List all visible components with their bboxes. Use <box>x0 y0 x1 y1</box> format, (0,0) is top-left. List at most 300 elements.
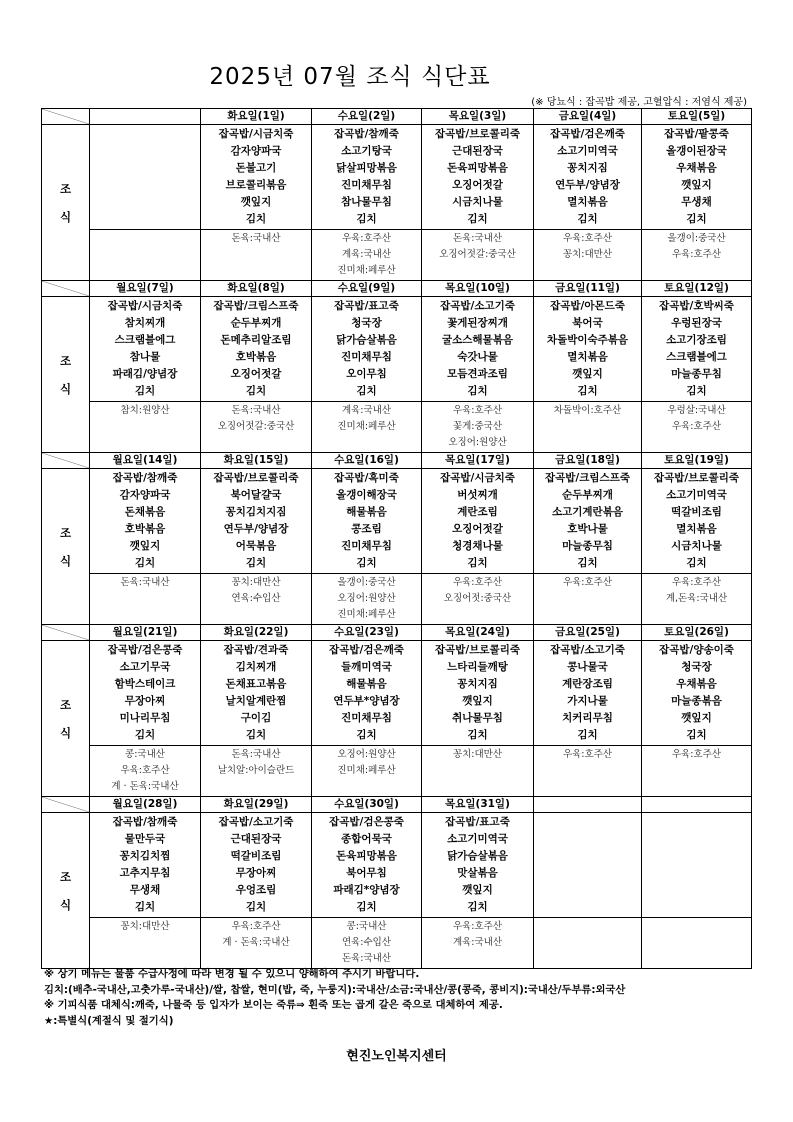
menu-item: 소고기미역국 <box>447 832 508 845</box>
day-header: 금요일(25일) <box>534 625 642 641</box>
origin-item: 돈육:국내산 <box>231 749 281 760</box>
menu-item: 오징어젓갈 <box>452 178 503 191</box>
menu-item: 잡곡밥/시금치죽 <box>218 128 294 140</box>
note-special: ★:특별식(계절식 및 절기식) <box>44 1014 174 1027</box>
menu-cell <box>642 641 752 746</box>
corner-cell <box>42 625 90 641</box>
day-header: 수요일(23일) <box>312 625 422 641</box>
menu-item: 김치 <box>686 384 707 397</box>
menu-item: 소고기무국 <box>119 660 171 673</box>
menu-item: 연두부/양념장 <box>555 178 620 191</box>
origin-row <box>42 574 752 625</box>
menu-item: 꽃게된장찌개 <box>447 316 508 329</box>
origin-cell <box>422 402 534 453</box>
menu-item: 김치 <box>134 728 156 741</box>
diagonal-line <box>42 625 89 640</box>
origin-item: 콩:국내산 <box>346 921 387 932</box>
menu-cell <box>534 469 642 574</box>
menu-item: 소고기미역국 <box>666 488 727 501</box>
menu-item: 김치 <box>467 384 488 397</box>
menu-item: 김치 <box>245 212 267 225</box>
menu-item: 돈채표고볶음 <box>225 677 287 690</box>
menu-cell <box>642 813 752 918</box>
menu-item: 떡갈비조림 <box>671 505 722 518</box>
origin-item: 우육:호주산 <box>341 233 392 244</box>
menu-item: 북어무침 <box>346 866 387 879</box>
menu-item: 돈육피망볶음 <box>336 849 397 862</box>
menu-item: 김치 <box>467 900 488 913</box>
menu-item: 가지나물 <box>567 694 608 707</box>
origin-cell <box>90 230 201 281</box>
menu-item: 잡곡밥/브로콜리죽 <box>435 644 520 656</box>
menu-item: 북어국 <box>572 316 603 329</box>
origin-cell <box>90 574 201 625</box>
menu-cell <box>534 125 642 230</box>
menu-item: 깻잎지 <box>681 711 712 724</box>
origin-item: 꽃게:중국산 <box>452 421 503 432</box>
menu-item: 잡곡밥/검은깨죽 <box>329 644 404 656</box>
origin-item: 돈육:국내산 <box>231 233 281 244</box>
origin-item: 진미채:페루산 <box>337 421 396 432</box>
origin-cell <box>642 746 752 797</box>
origin-cell <box>312 574 422 625</box>
origin-item: 우육:호주산 <box>562 577 613 588</box>
meal-label <box>42 641 90 797</box>
menu-item: 잡곡밥/크림스프죽 <box>545 472 630 484</box>
origin-cell <box>642 230 752 281</box>
meal-label-char: 식 <box>59 210 72 224</box>
day-header: 월요일(7일) <box>90 281 201 297</box>
menu-item: 감자양파국 <box>230 144 282 157</box>
menu-item: 진미채무침 <box>341 539 392 552</box>
menu-item: 올갱이해장국 <box>336 488 397 501</box>
menu-cell <box>201 641 312 746</box>
menu-cell <box>534 641 642 746</box>
menu-item: 김치 <box>467 728 488 741</box>
menu-item: 잡곡밥/검은깨죽 <box>550 128 625 140</box>
menu-item: 호박나물 <box>567 522 608 535</box>
menu-item: 오징어젓갈 <box>452 522 503 535</box>
menu-item: 잡곡밥/소고기죽 <box>550 644 625 656</box>
menu-item: 김치 <box>134 556 156 569</box>
menu-item: 오징어젓갈 <box>230 367 282 380</box>
origin-cell <box>312 402 422 453</box>
menu-item: 김치 <box>467 556 488 569</box>
menu-item: 잡곡밥/흑미죽 <box>334 472 399 484</box>
menu-item: 맛살볶음 <box>457 866 498 879</box>
menu-cell <box>201 469 312 574</box>
meal-label-char: 조 <box>59 182 72 196</box>
menu-item: 소고기계란볶음 <box>551 505 623 518</box>
menu-item: 김치 <box>356 384 377 397</box>
origin-item: 우육:호주산 <box>671 749 722 760</box>
menu-cell <box>201 125 312 230</box>
menu-item: 김치 <box>356 212 377 225</box>
meal-label <box>42 469 90 625</box>
menu-item: 닭가슴살볶음 <box>336 333 397 346</box>
menu-item: 잡곡밥/참깨죽 <box>334 128 399 140</box>
day-header: 토요일(26일) <box>642 625 752 641</box>
menu-item: 김치 <box>245 900 267 913</box>
menu-item: 잡곡밥/브로콜리죽 <box>654 472 739 484</box>
meal-label-char: 조 <box>59 526 72 540</box>
day-header: 월요일(21일) <box>90 625 201 641</box>
menu-item: 잡곡밥/견과죽 <box>223 644 289 656</box>
menu-item: 깻잎지 <box>572 367 603 380</box>
menu-item: 올갱이된장국 <box>666 144 727 157</box>
menu-item: 느타리들깨탕 <box>447 660 508 673</box>
origin-cell <box>90 746 201 797</box>
origin-item: 연육:수입산 <box>231 593 281 604</box>
notes <box>44 967 752 1029</box>
menu-cell <box>312 469 422 574</box>
menu-item: 김치 <box>467 212 488 225</box>
menu-item: 김치 <box>356 728 377 741</box>
origin-row <box>42 402 752 453</box>
menu-item: 버섯찌개 <box>457 488 498 501</box>
menu-item: 청국장 <box>351 316 382 329</box>
day-header <box>642 797 752 813</box>
origin-cell <box>201 746 312 797</box>
menu-item: 잡곡밥/브로콜리죽 <box>213 472 299 484</box>
corner-cell <box>42 797 90 813</box>
origin-cell <box>312 746 422 797</box>
page-title: 2025년 07월 조식 식단표 <box>209 64 491 90</box>
menu-item: 종합어묵국 <box>341 832 392 845</box>
menu-item: 브로콜리볶음 <box>225 178 287 191</box>
menu-item: 잡곡밥/브로콜리죽 <box>435 128 520 140</box>
menu-item: 구이김 <box>240 711 272 724</box>
day-header: 금요일(4일) <box>534 109 642 125</box>
origin-item: 우육:호주산 <box>452 577 503 588</box>
origin-cell <box>642 574 752 625</box>
week-header-row <box>42 281 752 297</box>
menu-item: 김치찌개 <box>235 660 277 673</box>
menu-item: 꽁치김치찜 <box>119 849 171 862</box>
week-header-row <box>42 453 752 469</box>
menu-item: 깻잎지 <box>240 195 272 208</box>
origin-item: 우육:호주산 <box>452 921 503 932</box>
menu-row <box>42 469 752 574</box>
menu-item: 잡곡밥/호박씨죽 <box>659 300 734 312</box>
menu-cell <box>312 297 422 402</box>
origin-item: 꽁치:대만산 <box>120 921 170 932</box>
menu-cell <box>201 813 312 918</box>
menu-row <box>42 125 752 230</box>
origin-item: 날치알:아이슬란드 <box>217 765 295 776</box>
menu-item: 스크램블에그 <box>666 350 727 363</box>
menu-item: 시금치나물 <box>671 539 722 552</box>
day-header: 화요일(8일) <box>201 281 312 297</box>
origin-cell <box>90 402 201 453</box>
diagonal-line <box>42 281 89 296</box>
origin-item: 진미채:페루산 <box>337 765 396 776</box>
day-header: 월요일(14일) <box>90 453 201 469</box>
menu-item: 잡곡밥/검은콩죽 <box>107 644 183 656</box>
menu-item: 참나물무침 <box>341 195 392 208</box>
origin-item: 계,돈육:국내산 <box>665 593 728 604</box>
origin-cell <box>534 918 642 969</box>
menu-cell <box>534 813 642 918</box>
menu-item: 북어달걀국 <box>230 488 282 501</box>
week-header-row <box>42 109 752 125</box>
menu-cell <box>90 297 201 402</box>
origin-item: 올갱이:중국산 <box>337 577 396 588</box>
menu-cell <box>642 469 752 574</box>
menu-item: 깻잎지 <box>129 539 161 552</box>
menu-item: 청국장 <box>681 660 712 673</box>
menu-item: 돈육피망볶음 <box>447 161 508 174</box>
origin-cell <box>642 402 752 453</box>
menu-item: 참나물 <box>129 350 161 363</box>
origin-cell <box>201 402 312 453</box>
corner-cell <box>42 453 90 469</box>
menu-item: 진미채무침 <box>341 350 392 363</box>
menu-item: 연두부/양념장 <box>223 522 289 535</box>
menu-item: 꽁치지짐 <box>567 161 608 174</box>
menu-item: 마늘종무침 <box>671 367 722 380</box>
origin-cell <box>312 230 422 281</box>
meal-label-char: 조 <box>59 698 72 712</box>
note-substitute: ※ 기피식품 대체식:깨죽, 나물죽 등 입자가 보이는 죽류⇒ 흰죽 또는 곱게 갈은 죽으로 대체하여 제공. <box>44 999 503 1012</box>
menu-item: 근대된장국 <box>230 832 282 845</box>
menu-item: 콩나물국 <box>567 660 608 673</box>
menu-cell <box>422 125 534 230</box>
origin-cell <box>642 918 752 969</box>
menu-item: 계란장조림 <box>562 677 613 690</box>
note-supply: ※ 상기 메뉴는 물품 수급사정에 따라 변경 될 수 있으니 양해하여 주시기 바랍니다. <box>44 968 420 980</box>
menu-item: 멸치볶음 <box>567 195 608 208</box>
menu-item: 잡곡밥/검은콩죽 <box>329 816 404 828</box>
menu-item: 감자양파국 <box>119 488 171 501</box>
day-header: 목요일(17일) <box>422 453 534 469</box>
menu-item: 잡곡밥/팥콩죽 <box>664 128 729 140</box>
day-header: 목요일(31일) <box>422 797 534 813</box>
menu-item: 김치 <box>356 556 377 569</box>
menu-row <box>42 297 752 402</box>
meal-label <box>42 125 90 281</box>
origin-cell <box>201 574 312 625</box>
menu-item: 함박스테이크 <box>114 677 176 690</box>
origin-item: 연육:수입산 <box>341 937 392 948</box>
menu-cell <box>201 297 312 402</box>
menu-item: 진미채무침 <box>341 178 392 191</box>
origin-item: 꽁치:대만산 <box>562 249 613 260</box>
menu-item: 우렁된장국 <box>671 316 722 329</box>
menu-item: 잡곡밥/소고기죽 <box>218 816 294 828</box>
menu-item: 깻잎지 <box>462 883 493 896</box>
week-header-row <box>42 625 752 641</box>
menu-item: 멸치볶음 <box>676 522 717 535</box>
origin-item: 우육:호주산 <box>562 749 613 760</box>
menu-item: 청경채나물 <box>452 539 503 552</box>
menu-item: 해물볶음 <box>346 505 387 518</box>
week-header-row <box>42 797 752 813</box>
origin-item: 차돌박이:호주산 <box>553 405 622 416</box>
origin-item: 오징어:원양산 <box>337 593 396 604</box>
menu-item: 김치 <box>134 384 156 397</box>
menu-item: 날치알계란찜 <box>225 694 287 707</box>
menu-item: 김치 <box>577 556 598 569</box>
day-header: 목요일(3일) <box>422 109 534 125</box>
origin-row <box>42 746 752 797</box>
menu-item: 잡곡밥/소고기죽 <box>440 300 515 312</box>
menu-item: 시금치나물 <box>452 195 503 208</box>
menu-item: 오이무침 <box>346 367 387 380</box>
origin-item: 계육:국내산 <box>452 937 503 948</box>
menu-item: 미나리무침 <box>119 711 171 724</box>
menu-item: 취나물무침 <box>452 711 503 724</box>
origin-item: 계육:국내산 <box>341 405 392 416</box>
menu-cell <box>642 125 752 230</box>
meal-label-char: 식 <box>59 726 72 740</box>
meal-label <box>42 297 90 453</box>
menu-item: 우채볶음 <box>676 161 717 174</box>
menu-item: 잡곡밥/표고죽 <box>334 300 399 312</box>
menu-cell <box>312 641 422 746</box>
menu-item: 고추지무침 <box>119 866 171 879</box>
origin-item: 우육:호주산 <box>231 921 281 932</box>
origin-item: 오징어젓갈:중국산 <box>439 249 516 260</box>
diagonal-line <box>42 453 89 468</box>
corner-cell <box>42 281 90 297</box>
menu-cell <box>642 297 752 402</box>
menu-item: 김치 <box>686 728 707 741</box>
menu-item: 소고기탕국 <box>341 144 392 157</box>
origin-item: 우육:호주산 <box>671 577 722 588</box>
menu-item: 스크램블에그 <box>114 333 176 346</box>
menu-item: 김치 <box>686 556 707 569</box>
menu-item: 계란조림 <box>457 505 498 518</box>
menu-item: 김치 <box>686 212 707 225</box>
day-header: 금요일(18일) <box>534 453 642 469</box>
meal-label-char: 식 <box>59 382 72 396</box>
menu-item: 김치 <box>245 556 267 569</box>
origin-item: 돈육:국내산 <box>341 953 392 964</box>
menu-item: 숙갓나물 <box>457 350 498 363</box>
origin-item: 계 · 돈육:국내산 <box>111 781 179 792</box>
menu-item: 닭가슴살볶음 <box>447 849 508 862</box>
origin-item: 오징어젓:중국산 <box>443 593 512 604</box>
menu-item: 무장아찌 <box>235 866 277 879</box>
day-header: 화요일(29일) <box>201 797 312 813</box>
menu-item: 소고기장조림 <box>666 333 727 346</box>
menu-item: 김치 <box>577 212 598 225</box>
menu-item: 마늘종무침 <box>562 539 613 552</box>
menu-item: 마늘종볶음 <box>671 694 722 707</box>
origin-item: 계육:국내산 <box>341 249 392 260</box>
day-header: 화요일(15일) <box>201 453 312 469</box>
origin-item: 오징어젓갈:중국산 <box>217 421 295 432</box>
origin-item: 오징어:원양산 <box>448 437 507 448</box>
day-header <box>90 109 201 125</box>
menu-item: 잡곡밥/크림스프죽 <box>213 300 299 312</box>
meal-label-char: 식 <box>59 554 72 568</box>
menu-cell <box>422 469 534 574</box>
meal-label-char: 조 <box>59 354 72 368</box>
menu-item: 연두부*양념장 <box>333 694 400 707</box>
menu-item: 꽁치김치지짐 <box>225 505 287 518</box>
menu-item: 돈메추리알조림 <box>220 333 292 346</box>
origin-item: 우육:호주산 <box>671 421 722 432</box>
menu-item: 파래김*양념장 <box>333 883 400 896</box>
menu-item: 들깨미역국 <box>341 660 392 673</box>
origin-item: 진미채:페루산 <box>337 265 396 276</box>
menu-item: 해물볶음 <box>346 677 387 690</box>
menu-item: 모듬견과조림 <box>447 367 508 380</box>
origin-cell <box>201 230 312 281</box>
meal-label <box>42 813 90 969</box>
menu-cell <box>312 813 422 918</box>
menu-item: 무장아찌 <box>124 694 166 707</box>
menu-item: 우엉조림 <box>235 883 277 896</box>
origin-cell <box>201 918 312 969</box>
origin-item: 꽁치:대만산 <box>452 749 503 760</box>
center-name: 현진노인복지센터 <box>346 1049 447 1064</box>
origin-item: 콩:국내산 <box>125 749 165 760</box>
menu-item: 떡갈비조림 <box>230 849 282 862</box>
diagonal-line <box>42 109 89 124</box>
menu-item: 순두부찌개 <box>562 488 613 501</box>
menu-cell <box>90 469 201 574</box>
menu-item: 순두부찌개 <box>230 316 282 329</box>
day-header: 화요일(1일) <box>201 109 312 125</box>
menu-item: 근대된장국 <box>452 144 503 157</box>
origin-item: 계 · 돈육:국내산 <box>222 937 290 948</box>
menu-cell <box>422 297 534 402</box>
menu-item: 호박볶음 <box>235 350 277 363</box>
origin-item: 우육:호주산 <box>452 405 503 416</box>
origin-item: 진미채:페루산 <box>337 609 396 620</box>
menu-item: 잡곡밥/참깨죽 <box>112 816 178 828</box>
menu-item: 호박볶음 <box>124 522 166 535</box>
day-header: 토요일(19일) <box>642 453 752 469</box>
origin-item: 우육:호주산 <box>562 233 613 244</box>
menu-item: 굴소스해물볶음 <box>441 333 513 346</box>
day-header: 토요일(12일) <box>642 281 752 297</box>
menu-item: 김치 <box>134 900 156 913</box>
menu-item: 김치 <box>577 728 598 741</box>
menu-item: 꽁치지짐 <box>457 677 498 690</box>
day-header: 수요일(9일) <box>312 281 422 297</box>
menu-table <box>41 108 752 969</box>
origin-item: 우육:호주산 <box>120 765 170 776</box>
corner-cell <box>42 109 90 125</box>
menu-item: 김치 <box>245 728 267 741</box>
menu-item: 잡곡밥/표고죽 <box>445 816 510 828</box>
origin-cell <box>422 746 534 797</box>
origin-cell <box>534 746 642 797</box>
menu-item: 어묵볶음 <box>235 539 277 552</box>
diagonal-line <box>42 797 89 812</box>
note-origin: 김치:(배추-국내산,고춧가루-국내산)/쌀, 찹쌀, 현미(밥, 죽, 누룽지):국내산/소금:국내산/콩(콩죽, 콩비지):국내산/두부류:외국산 <box>44 983 626 996</box>
origin-item: 돈육:국내산 <box>231 405 281 416</box>
menu-item: 콩조림 <box>351 522 382 535</box>
meal-label-char: 조 <box>59 870 72 884</box>
origin-item: 우렁살:국내산 <box>667 405 726 416</box>
menu-item: 무생채 <box>129 883 161 896</box>
day-header: 목요일(10일) <box>422 281 534 297</box>
menu-row <box>42 813 752 918</box>
origin-row <box>42 918 752 969</box>
day-header: 월요일(28일) <box>90 797 201 813</box>
menu-cell <box>534 297 642 402</box>
menu-item: 잡곡밥/양송이죽 <box>659 644 734 656</box>
diet-note: (※ 당뇨식 : 잡곡밥 제공, 고혈압식 : 저염식 제공) <box>531 97 747 108</box>
day-header: 금요일(11일) <box>534 281 642 297</box>
menu-item: 김치 <box>356 900 377 913</box>
origin-item: 우육:호주산 <box>671 249 722 260</box>
